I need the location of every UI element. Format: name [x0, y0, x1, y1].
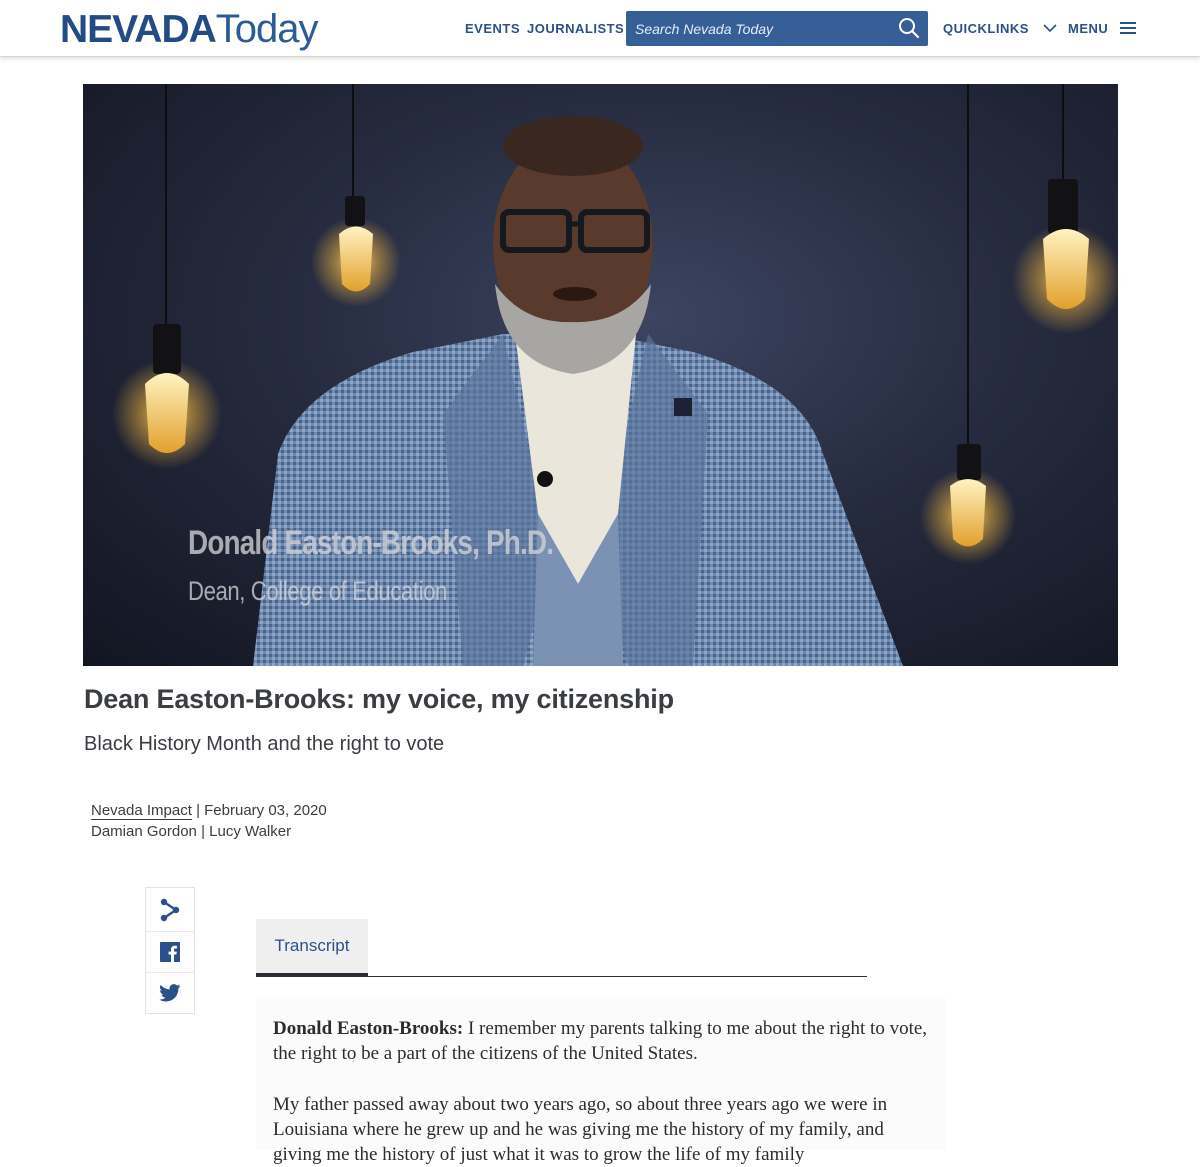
nav-menu[interactable]	[1068, 19, 1136, 37]
search-box	[626, 11, 928, 46]
meta-line-2	[91, 821, 327, 842]
page-title: Dean Easton-Brooks: my voice, my citizenship	[84, 684, 674, 714]
hero-overlay-name: Donald Easton-Brooks, Ph.D.	[188, 524, 554, 562]
hamburger-icon	[1120, 21, 1136, 35]
logo-bold-text: NEVADA	[60, 8, 216, 51]
chevron-down-icon	[1043, 23, 1057, 33]
twitter-icon	[159, 984, 181, 1002]
transcript-speaker: Donald Easton-Brooks:	[273, 1018, 464, 1039]
logo-light-text: Today	[215, 7, 318, 51]
transcript-text: I remember my parents talking to me about the right to vote, the right to be a part of the citizens of the United States.	[273, 1018, 928, 1064]
search-input[interactable]	[626, 12, 888, 45]
menu-label: MENU	[1068, 20, 1109, 36]
meta-separator: |	[201, 823, 205, 840]
author-name: Lucy Walker	[209, 823, 292, 840]
meta-separator: |	[196, 802, 200, 819]
category-link[interactable]: Nevada Impact	[91, 802, 192, 819]
transcript-panel	[256, 999, 946, 1165]
quicklinks-label: QUICKLINKS	[943, 20, 1029, 36]
author-name: Damian Gordon	[91, 823, 197, 840]
nav-journalists[interactable]: JOURNALISTS	[527, 21, 625, 36]
nav-quicklinks[interactable]	[943, 19, 1057, 37]
meta-line-1	[91, 800, 327, 821]
transcript-paragraph: My father passed away about two years ago, so about three years ago we were in Louisiana where he grew up and he was giving me the history of my family, and giving me the history of just what it was to grow the life of my family	[273, 1094, 888, 1165]
article-date: February 03, 2020	[204, 802, 327, 819]
tab-divider	[256, 976, 867, 977]
hero-video[interactable]	[83, 84, 1118, 666]
facebook-icon	[160, 942, 180, 962]
hero-overlay-role: Dean, College of Education	[188, 576, 447, 606]
twitter-share-button[interactable]	[146, 972, 194, 1012]
article-meta	[91, 800, 327, 842]
facebook-share-button[interactable]	[146, 931, 194, 971]
tab-transcript[interactable]: Transcript	[256, 919, 368, 976]
nav-events[interactable]: EVENTS	[465, 21, 521, 36]
share-button[interactable]	[146, 890, 194, 930]
page-subtitle: Black History Month and the right to vote	[84, 733, 445, 755]
share-icon	[159, 897, 181, 923]
share-bar	[145, 887, 195, 1014]
nevada-today-logo[interactable]	[60, 6, 318, 52]
search-icon[interactable]	[898, 17, 920, 39]
transcript-paragraph	[273, 1016, 929, 1066]
site-header	[0, 0, 1200, 57]
